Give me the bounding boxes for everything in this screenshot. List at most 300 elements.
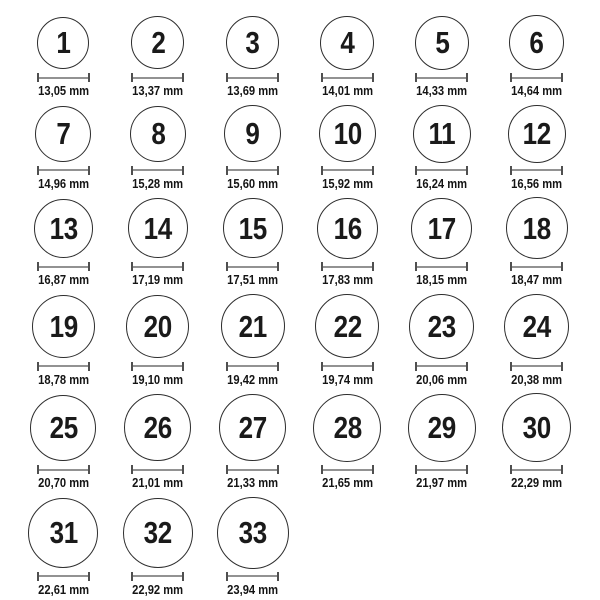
ruler-left-tick — [415, 166, 417, 175]
ruler-line — [226, 365, 279, 367]
ring-item — [489, 294, 584, 388]
diameter-ruler — [131, 262, 184, 271]
ruler-line — [510, 169, 563, 171]
ring-circle — [34, 199, 93, 258]
ruler-right-tick — [466, 262, 468, 271]
ring-circle-area — [506, 197, 568, 259]
diameter-label: 16,87 mm — [37, 272, 89, 288]
ruler-left-tick — [226, 465, 228, 474]
ring-circle — [409, 294, 474, 359]
diameter-ruler — [226, 362, 279, 371]
ruler-line — [510, 365, 563, 367]
ring-circle-area — [508, 105, 566, 163]
ruler-right-tick — [277, 73, 279, 82]
diameter-ruler — [415, 465, 468, 474]
ring-circle — [504, 294, 569, 359]
diameter-ruler — [226, 465, 279, 474]
ruler-line — [131, 365, 184, 367]
ring-circle — [130, 106, 186, 162]
chart-row — [16, 294, 584, 388]
ruler-right-tick — [466, 465, 468, 474]
ruler-left-tick — [131, 362, 133, 371]
diameter-label: 23,94 mm — [227, 581, 279, 597]
ring-circle — [411, 198, 472, 259]
ruler-left-tick — [37, 362, 39, 371]
ruler-left-tick — [131, 73, 133, 82]
ring-circle — [37, 17, 89, 69]
ruler-left-tick — [226, 362, 228, 371]
ruler-right-tick — [372, 465, 374, 474]
ruler-right-tick — [182, 73, 184, 82]
diameter-ruler — [510, 362, 563, 371]
ring-size-number: 32 — [143, 515, 173, 551]
ring-circle-area — [28, 497, 98, 569]
ring-circle — [315, 294, 379, 358]
diameter-ruler — [37, 262, 90, 271]
ruler-line — [131, 266, 184, 268]
ruler-right-tick — [182, 465, 184, 474]
ruler-left-tick — [415, 73, 417, 82]
ring-circle — [30, 395, 96, 461]
ring-item — [489, 393, 584, 491]
ruler-line — [415, 266, 468, 268]
ring-item — [205, 497, 300, 598]
ruler-right-tick — [182, 362, 184, 371]
ring-circle-area — [35, 105, 91, 163]
ring-circle — [123, 498, 193, 568]
ring-item — [16, 393, 111, 491]
ruler-right-tick — [88, 262, 90, 271]
ring-size-number: 23 — [427, 308, 457, 344]
ring-circle-area — [408, 393, 476, 462]
diameter-label: 16,24 mm — [416, 175, 468, 191]
diameter-ruler — [415, 73, 468, 82]
diameter-ruler — [131, 572, 184, 581]
ruler-left-tick — [131, 465, 133, 474]
ruler-left-tick — [131, 572, 133, 581]
diameter-label: 18,78 mm — [37, 371, 89, 387]
ruler-right-tick — [277, 572, 279, 581]
ring-circle — [224, 105, 281, 162]
ruler-left-tick — [226, 73, 228, 82]
ruler-line — [226, 575, 279, 577]
ring-circle-area — [34, 197, 93, 259]
ring-item — [205, 105, 300, 192]
ruler-right-tick — [372, 362, 374, 371]
ruler-right-tick — [277, 166, 279, 175]
ruler-right-tick — [466, 362, 468, 371]
ruler-line — [321, 169, 374, 171]
ring-size-number: 4 — [340, 25, 355, 60]
ruler-right-tick — [88, 465, 90, 474]
ring-size-number: 30 — [522, 410, 551, 446]
ring-circle-area — [32, 294, 95, 359]
ring-circle — [217, 497, 289, 569]
ruler-line — [37, 575, 90, 577]
ruler-line — [415, 365, 468, 367]
ruler-line — [226, 77, 279, 79]
ruler-right-tick — [182, 262, 184, 271]
ring-circle — [28, 498, 98, 568]
ring-size-number: 22 — [333, 308, 362, 344]
ring-size-number: 18 — [522, 210, 551, 246]
diameter-ruler — [37, 73, 90, 82]
ring-circle — [413, 105, 471, 163]
ring-size-number: 8 — [150, 116, 166, 152]
ruler-line — [37, 77, 90, 79]
ring-circle — [408, 394, 476, 462]
diameter-ruler — [415, 262, 468, 271]
ruler-left-tick — [321, 73, 323, 82]
diameter-ruler — [510, 465, 563, 474]
diameter-label: 21,01 mm — [132, 475, 184, 491]
ruler-line — [131, 469, 184, 471]
ring-circle — [221, 294, 285, 358]
diameter-label: 14,64 mm — [511, 83, 563, 98]
ruler-right-tick — [88, 572, 90, 581]
ring-circle — [415, 16, 469, 70]
diameter-label: 14,01 mm — [321, 83, 373, 98]
ruler-right-tick — [182, 166, 184, 175]
ring-size-number: 7 — [56, 116, 71, 152]
ring-circle-area — [223, 197, 283, 259]
diameter-label: 17,19 mm — [132, 272, 184, 288]
diameter-label: 22,61 mm — [37, 581, 89, 597]
diameter-label: 18,15 mm — [416, 272, 468, 288]
ruler-left-tick — [37, 465, 39, 474]
ring-size-number: 24 — [522, 308, 551, 344]
ring-size-number: 11 — [428, 116, 456, 152]
ring-circle — [313, 394, 381, 462]
diameter-ruler — [131, 73, 184, 82]
ruler-line — [131, 77, 184, 79]
ring-circle-area — [30, 393, 96, 462]
ruler-line — [131, 169, 184, 171]
diameter-label: 21,33 mm — [227, 475, 279, 491]
ring-circle-area — [226, 15, 279, 70]
ring-circle-area — [319, 105, 376, 163]
diameter-ruler — [226, 262, 279, 271]
chart-row — [16, 197, 584, 288]
diameter-label: 18,47 mm — [511, 272, 563, 288]
ruler-line — [510, 266, 563, 268]
ring-size-number: 2 — [150, 25, 166, 60]
diameter-ruler — [510, 73, 563, 82]
diameter-label: 15,60 mm — [227, 175, 279, 191]
ring-circle — [317, 198, 378, 259]
ruler-line — [37, 469, 90, 471]
ring-size-number: 3 — [245, 25, 260, 60]
ring-circle-area — [409, 294, 474, 359]
ring-size-number: 12 — [522, 116, 551, 152]
ring-circle-area — [37, 15, 89, 70]
diameter-ruler — [510, 166, 563, 175]
diameter-label: 19,74 mm — [321, 371, 373, 387]
diameter-label: 17,83 mm — [321, 272, 373, 288]
ring-size-number: 10 — [333, 116, 362, 152]
diameter-ruler — [131, 362, 184, 371]
ruler-right-tick — [372, 262, 374, 271]
diameter-label: 13,05 mm — [37, 83, 89, 98]
diameter-label: 20,38 mm — [511, 371, 563, 387]
ring-item — [489, 197, 584, 288]
ring-circle-area — [224, 105, 281, 163]
ring-size-number: 16 — [333, 210, 362, 246]
diameter-label: 19,10 mm — [132, 371, 184, 387]
ruler-right-tick — [182, 572, 184, 581]
diameter-label: 13,69 mm — [227, 83, 279, 98]
ruler-line — [321, 469, 374, 471]
ring-circle — [219, 394, 286, 461]
ring-circle — [226, 16, 279, 69]
diameter-ruler — [415, 362, 468, 371]
diameter-label: 15,92 mm — [321, 175, 373, 191]
ring-circle — [502, 393, 571, 462]
ring-item — [111, 393, 206, 491]
ring-circle-area — [217, 497, 289, 569]
ring-item — [16, 197, 111, 288]
ring-item — [16, 294, 111, 388]
ruler-left-tick — [131, 262, 133, 271]
ring-circle — [509, 15, 564, 70]
diameter-label: 17,51 mm — [227, 272, 279, 288]
ruler-line — [321, 365, 374, 367]
ring-size-number: 19 — [49, 308, 78, 344]
ruler-right-tick — [466, 73, 468, 82]
ruler-left-tick — [226, 166, 228, 175]
ring-size-number: 27 — [238, 410, 267, 446]
ring-item — [16, 105, 111, 192]
ruler-line — [415, 77, 468, 79]
ring-size-number: 6 — [529, 25, 544, 60]
ruler-right-tick — [561, 262, 563, 271]
ruler-line — [415, 469, 468, 471]
ruler-line — [321, 266, 374, 268]
ring-size-number: 31 — [49, 515, 78, 551]
ruler-left-tick — [321, 362, 323, 371]
ruler-left-tick — [415, 262, 417, 271]
ruler-left-tick — [226, 572, 228, 581]
ring-item — [300, 105, 395, 192]
ring-item — [16, 15, 111, 99]
ruler-left-tick — [37, 572, 39, 581]
ring-circle-area — [219, 393, 286, 462]
ruler-left-tick — [510, 73, 512, 82]
ring-item — [16, 497, 111, 598]
ring-size-number: 9 — [245, 116, 260, 152]
ruler-right-tick — [561, 362, 563, 371]
ring-item — [300, 393, 395, 491]
ring-circle-area — [315, 294, 379, 359]
ring-circle-area — [123, 497, 193, 569]
ring-size-number: 28 — [333, 410, 362, 446]
ring-circle — [508, 105, 566, 163]
ring-item — [300, 15, 395, 99]
diameter-ruler — [131, 166, 184, 175]
ring-size-number: 26 — [143, 410, 173, 446]
diameter-label: 14,33 mm — [416, 83, 468, 98]
ring-circle — [506, 197, 568, 259]
ring-circle-area — [124, 393, 191, 462]
ruler-right-tick — [372, 73, 374, 82]
ruler-right-tick — [277, 262, 279, 271]
ring-item — [300, 197, 395, 288]
ring-circle-area — [320, 15, 374, 70]
ruler-left-tick — [37, 73, 39, 82]
ring-size-number: 14 — [143, 210, 173, 246]
ring-item — [111, 294, 206, 388]
diameter-ruler — [37, 362, 90, 371]
ruler-left-tick — [510, 465, 512, 474]
ruler-right-tick — [88, 166, 90, 175]
ring-item — [395, 294, 490, 388]
diameter-ruler — [37, 465, 90, 474]
ruler-left-tick — [131, 166, 133, 175]
ring-item — [395, 15, 490, 99]
ring-circle-area — [130, 105, 186, 163]
ring-item — [111, 15, 206, 99]
ruler-left-tick — [321, 262, 323, 271]
ruler-right-tick — [88, 362, 90, 371]
diameter-ruler — [321, 262, 374, 271]
ruler-right-tick — [277, 362, 279, 371]
diameter-ruler — [321, 465, 374, 474]
ring-size-number: 13 — [49, 210, 78, 246]
diameter-ruler — [321, 166, 374, 175]
ruler-line — [226, 469, 279, 471]
ring-circle-area — [317, 197, 378, 259]
diameter-ruler — [510, 262, 563, 271]
ring-item — [205, 197, 300, 288]
ruler-line — [321, 77, 374, 79]
ruler-line — [37, 266, 90, 268]
ring-circle-area — [413, 105, 471, 163]
ring-item — [111, 497, 206, 598]
ring-item — [205, 294, 300, 388]
ring-size-number: 1 — [56, 25, 71, 60]
ring-item — [395, 105, 490, 192]
ruler-line — [510, 77, 563, 79]
ring-size-number: 33 — [238, 515, 267, 551]
ruler-left-tick — [510, 166, 512, 175]
ring-item — [300, 294, 395, 388]
ruler-line — [226, 266, 279, 268]
ring-circle-area — [221, 294, 285, 359]
ruler-right-tick — [561, 73, 563, 82]
ring-circle — [124, 394, 191, 461]
ruler-right-tick — [561, 465, 563, 474]
ring-circle — [223, 198, 283, 258]
ruler-left-tick — [415, 465, 417, 474]
ruler-line — [131, 575, 184, 577]
ring-item — [205, 15, 300, 99]
ring-circle-area — [411, 197, 472, 259]
ruler-right-tick — [277, 465, 279, 474]
ring-size-number: 20 — [143, 308, 173, 344]
ruler-left-tick — [37, 262, 39, 271]
ring-size-number: 29 — [427, 410, 457, 446]
ruler-line — [510, 469, 563, 471]
ring-size-number: 17 — [427, 210, 457, 246]
diameter-label: 16,56 mm — [511, 175, 563, 191]
ring-circle — [128, 198, 188, 258]
ruler-left-tick — [37, 166, 39, 175]
ring-item — [489, 105, 584, 192]
diameter-label: 20,06 mm — [416, 371, 468, 387]
ring-circle — [320, 16, 374, 70]
ruler-left-tick — [510, 262, 512, 271]
chart-row — [16, 393, 584, 491]
diameter-label: 21,65 mm — [321, 475, 373, 491]
ruler-right-tick — [88, 73, 90, 82]
ruler-left-tick — [321, 166, 323, 175]
diameter-ruler — [226, 73, 279, 82]
ring-item — [489, 15, 584, 99]
ring-size-number: 5 — [434, 25, 449, 60]
ruler-left-tick — [321, 465, 323, 474]
ring-size-number: 21 — [238, 308, 267, 344]
ring-circle — [131, 16, 184, 69]
ring-circle-area — [128, 197, 188, 259]
diameter-label: 13,37 mm — [132, 83, 184, 98]
ring-item — [111, 105, 206, 192]
ring-circle-area — [509, 15, 564, 70]
diameter-ruler — [415, 166, 468, 175]
diameter-ruler — [37, 166, 90, 175]
ring-circle-area — [504, 294, 569, 359]
ring-circle — [126, 295, 189, 358]
ruler-line — [226, 169, 279, 171]
ring-circle — [319, 105, 376, 162]
diameter-ruler — [131, 465, 184, 474]
ruler-line — [37, 169, 90, 171]
chart-row — [16, 105, 584, 192]
chart-row — [16, 497, 584, 598]
ring-item — [395, 197, 490, 288]
diameter-label: 19,42 mm — [227, 371, 279, 387]
ring-circle — [32, 295, 95, 358]
ruler-line — [415, 169, 468, 171]
ring-item — [395, 393, 490, 491]
ruler-right-tick — [372, 166, 374, 175]
diameter-label: 22,92 mm — [132, 581, 184, 597]
ring-circle-area — [415, 15, 469, 70]
ruler-left-tick — [226, 262, 228, 271]
ring-size-number: 25 — [49, 410, 78, 446]
ring-item — [205, 393, 300, 491]
ruler-line — [37, 365, 90, 367]
diameter-ruler — [226, 166, 279, 175]
ruler-left-tick — [510, 362, 512, 371]
diameter-label: 14,96 mm — [37, 175, 89, 191]
diameter-ruler — [226, 572, 279, 581]
chart-row — [16, 15, 584, 99]
ring-circle — [35, 106, 91, 162]
diameter-label: 20,70 mm — [37, 475, 89, 491]
diameter-ruler — [37, 572, 90, 581]
ruler-right-tick — [561, 166, 563, 175]
ruler-right-tick — [466, 166, 468, 175]
ring-circle-area — [131, 15, 184, 70]
diameter-label: 22,29 mm — [511, 475, 563, 491]
ring-circle-area — [313, 393, 381, 462]
ring-item — [111, 197, 206, 288]
ring-circle-area — [502, 393, 571, 462]
diameter-label: 15,28 mm — [132, 175, 184, 191]
ring-circle-area — [126, 294, 189, 359]
diameter-ruler — [321, 362, 374, 371]
ruler-left-tick — [415, 362, 417, 371]
